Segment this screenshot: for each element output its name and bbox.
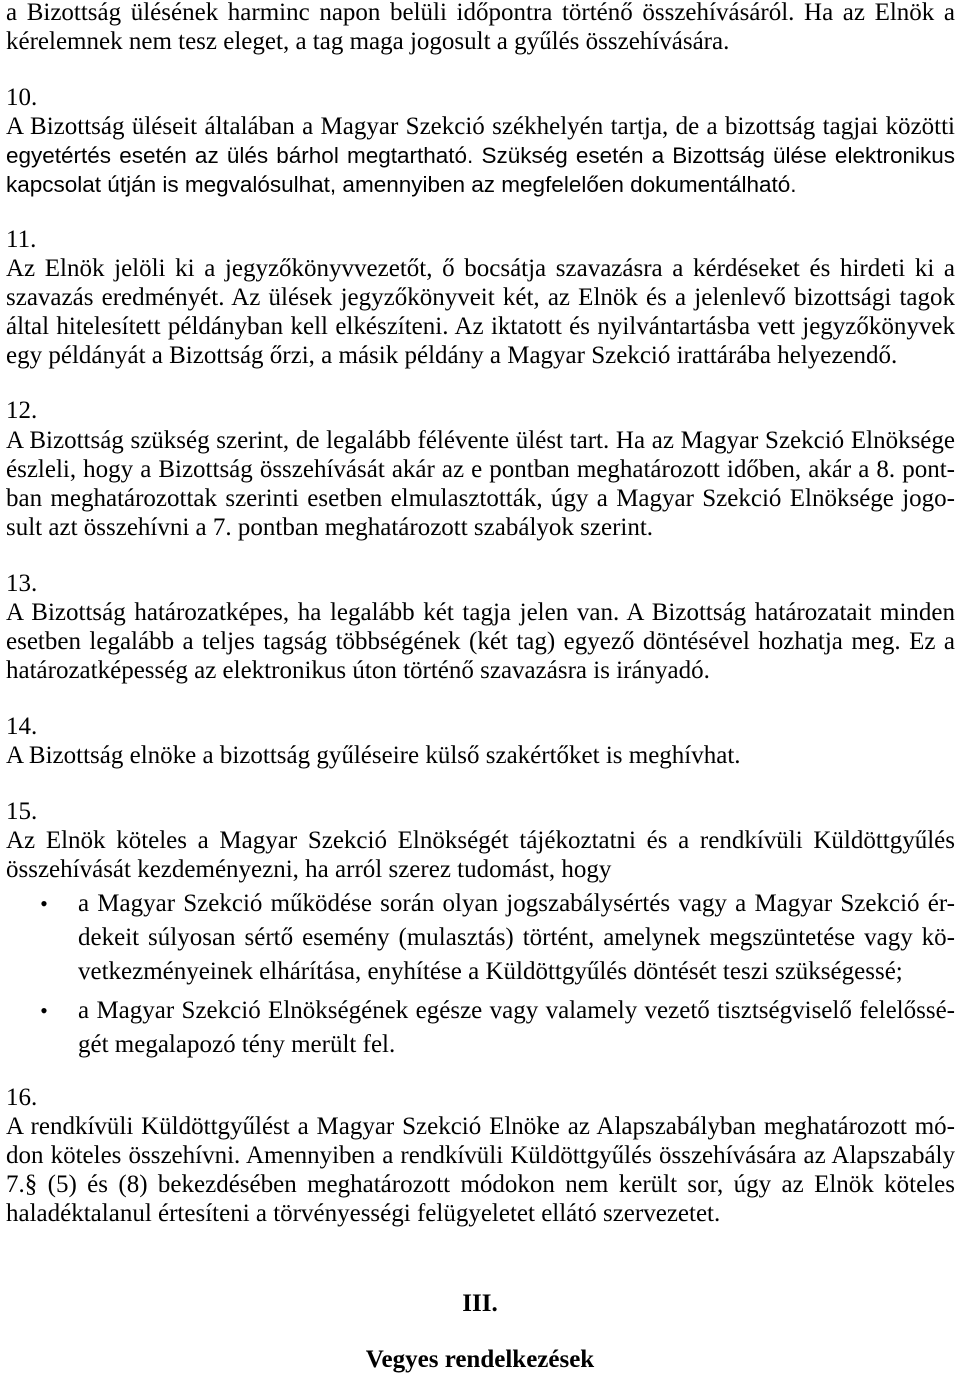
section-10-number: 10.	[6, 84, 38, 111]
bullet-1-line-3: vetkezményeinek elhárítása, enyhítése a Küldöttgyűlés döntését teszi szükségessé;	[78, 958, 903, 985]
section-15-line-2: összehívását kezdeményezni, ha arról szerez tudomást, hogy	[6, 856, 612, 883]
section-16-line-1: A rendkívüli Küldöttgyűlést a Magyar Szekció Elnöke az Alapszabályban meghatározott mó-	[6, 1113, 955, 1140]
continuation-line-1: a Bizottság ülésének harminc napon belüli időpontra történő összehívásáról. Ha az Elnök a	[6, 0, 955, 26]
section-12-line-3: ban meghatározottak szerinti esetben elmulasztották, úgy a Magyar Szekció Elnöksége jogo-	[6, 485, 955, 512]
section-16-number: 16.	[6, 1084, 38, 1111]
section-15-line-1: Az Elnök köteles a Magyar Szekció Elnökségét tájékoztatni és a rendkívüli Küldöttgyűlés	[6, 827, 955, 854]
section-11-number: 11.	[6, 226, 37, 253]
section-11-line-2: szavazás eredményét. Az ülések jegyzőkönyveit két, az Elnök és a jelenlevő bizottsági tagok	[6, 284, 955, 311]
section-14-line-1: A Bizottság elnöke a bizottság gyűléseire külső szakértőket is meghívhat.	[6, 742, 741, 769]
section-13-line-2: esetben legalább a teljes tagság többségének (két tag) egyező döntésével hozhatja meg. Ez a	[6, 628, 955, 655]
section-10-line-3: kapcsolat útján is megvalósulhat, amennyiben az megfelelően dokumentálható.	[6, 172, 797, 197]
bullet-icon: •	[40, 998, 48, 1023]
section-11-line-4: egy példányát a Bizottság őrzi, a másik példány a Magyar Szekció irattárába helyezendő.	[6, 342, 898, 369]
bullet-1-line-1: a Magyar Szekció működése során olyan jogszabálysértés vagy a Magyar Szekció ér-	[78, 890, 955, 917]
section-14-number: 14.	[6, 713, 38, 740]
section-13-number: 13.	[6, 570, 38, 597]
section-12-line-2: észleli, hogy a Bizottság összehívását akár az e pontban meghatározott időben, akár a 8. pont-	[6, 456, 955, 483]
section-16-line-2: don köteles összehívni. Amennyiben a rendkívüli Küldöttgyűlés összehívására az Alapszabály	[6, 1142, 955, 1169]
chapter-title: Vegyes rendelkezések	[365, 1346, 595, 1373]
section-15-number: 15.	[6, 798, 38, 825]
section-10-line-2: egyetértés esetén az ülés bárhol megtartható. Szükség esetén a Bizottság ülése elektronikus	[6, 143, 955, 168]
section-16-line-4: haladéktalanul értesíteni a törvényességi felügyeletet ellátó szervezetet.	[6, 1200, 721, 1227]
section-13-line-3: határozatképesség az elektronikus úton történő szavazásra is irányadó.	[6, 657, 710, 684]
section-11-line-1: Az Elnök jelöli ki a jegyzőkönyvvezetőt, ő bocsátja szavazásra a kérdéseket és hirdeti ki a	[6, 255, 955, 282]
section-10-line-1: A Bizottság üléseit általában a Magyar Szekció székhelyén tartja, de a bizottság tagjai közötti	[6, 113, 955, 140]
section-11-line-3: által hitelesített példányban kell elkészíteni. Az iktatott és nyilvántartásba vett jegyzőkönyvek	[6, 313, 955, 340]
bullet-2-line-2: gét megalapozó tény merült fel.	[78, 1031, 396, 1058]
section-12-number: 12.	[6, 397, 38, 424]
bullet-2-line-1: a Magyar Szekció Elnökségének egésze vagy valamely vezető tisztségviselő felelőssé-	[78, 997, 955, 1024]
section-12-line-4: sult azt összehívni a 7. pontban meghatározott szabályok szerint.	[6, 514, 654, 541]
bullet-1-line-2: dekeit súlyosan sértő esemény (mulasztás) történt, amelynek megszüntetése vagy kö-	[78, 924, 955, 951]
section-12-line-1: A Bizottság szükség szerint, de legalább félévente ülést tart. Ha az Magyar Szekció Elnöksége	[6, 427, 955, 454]
section-13-line-1: A Bizottság határozatképes, ha legalább két tagja jelen van. A Bizottság határozatait minden	[6, 599, 955, 626]
bullet-icon: •	[40, 891, 48, 916]
chapter-number: III.	[462, 1290, 498, 1317]
section-16-line-3: 7.§ (5) és (8) bekezdésében meghatározott módokon nem került sor, úgy az Elnök köteles	[6, 1171, 955, 1198]
continuation-line-2: kérelemnek nem tesz eleget, a tag maga jogosult a gyűlés összehívására.	[6, 28, 730, 55]
